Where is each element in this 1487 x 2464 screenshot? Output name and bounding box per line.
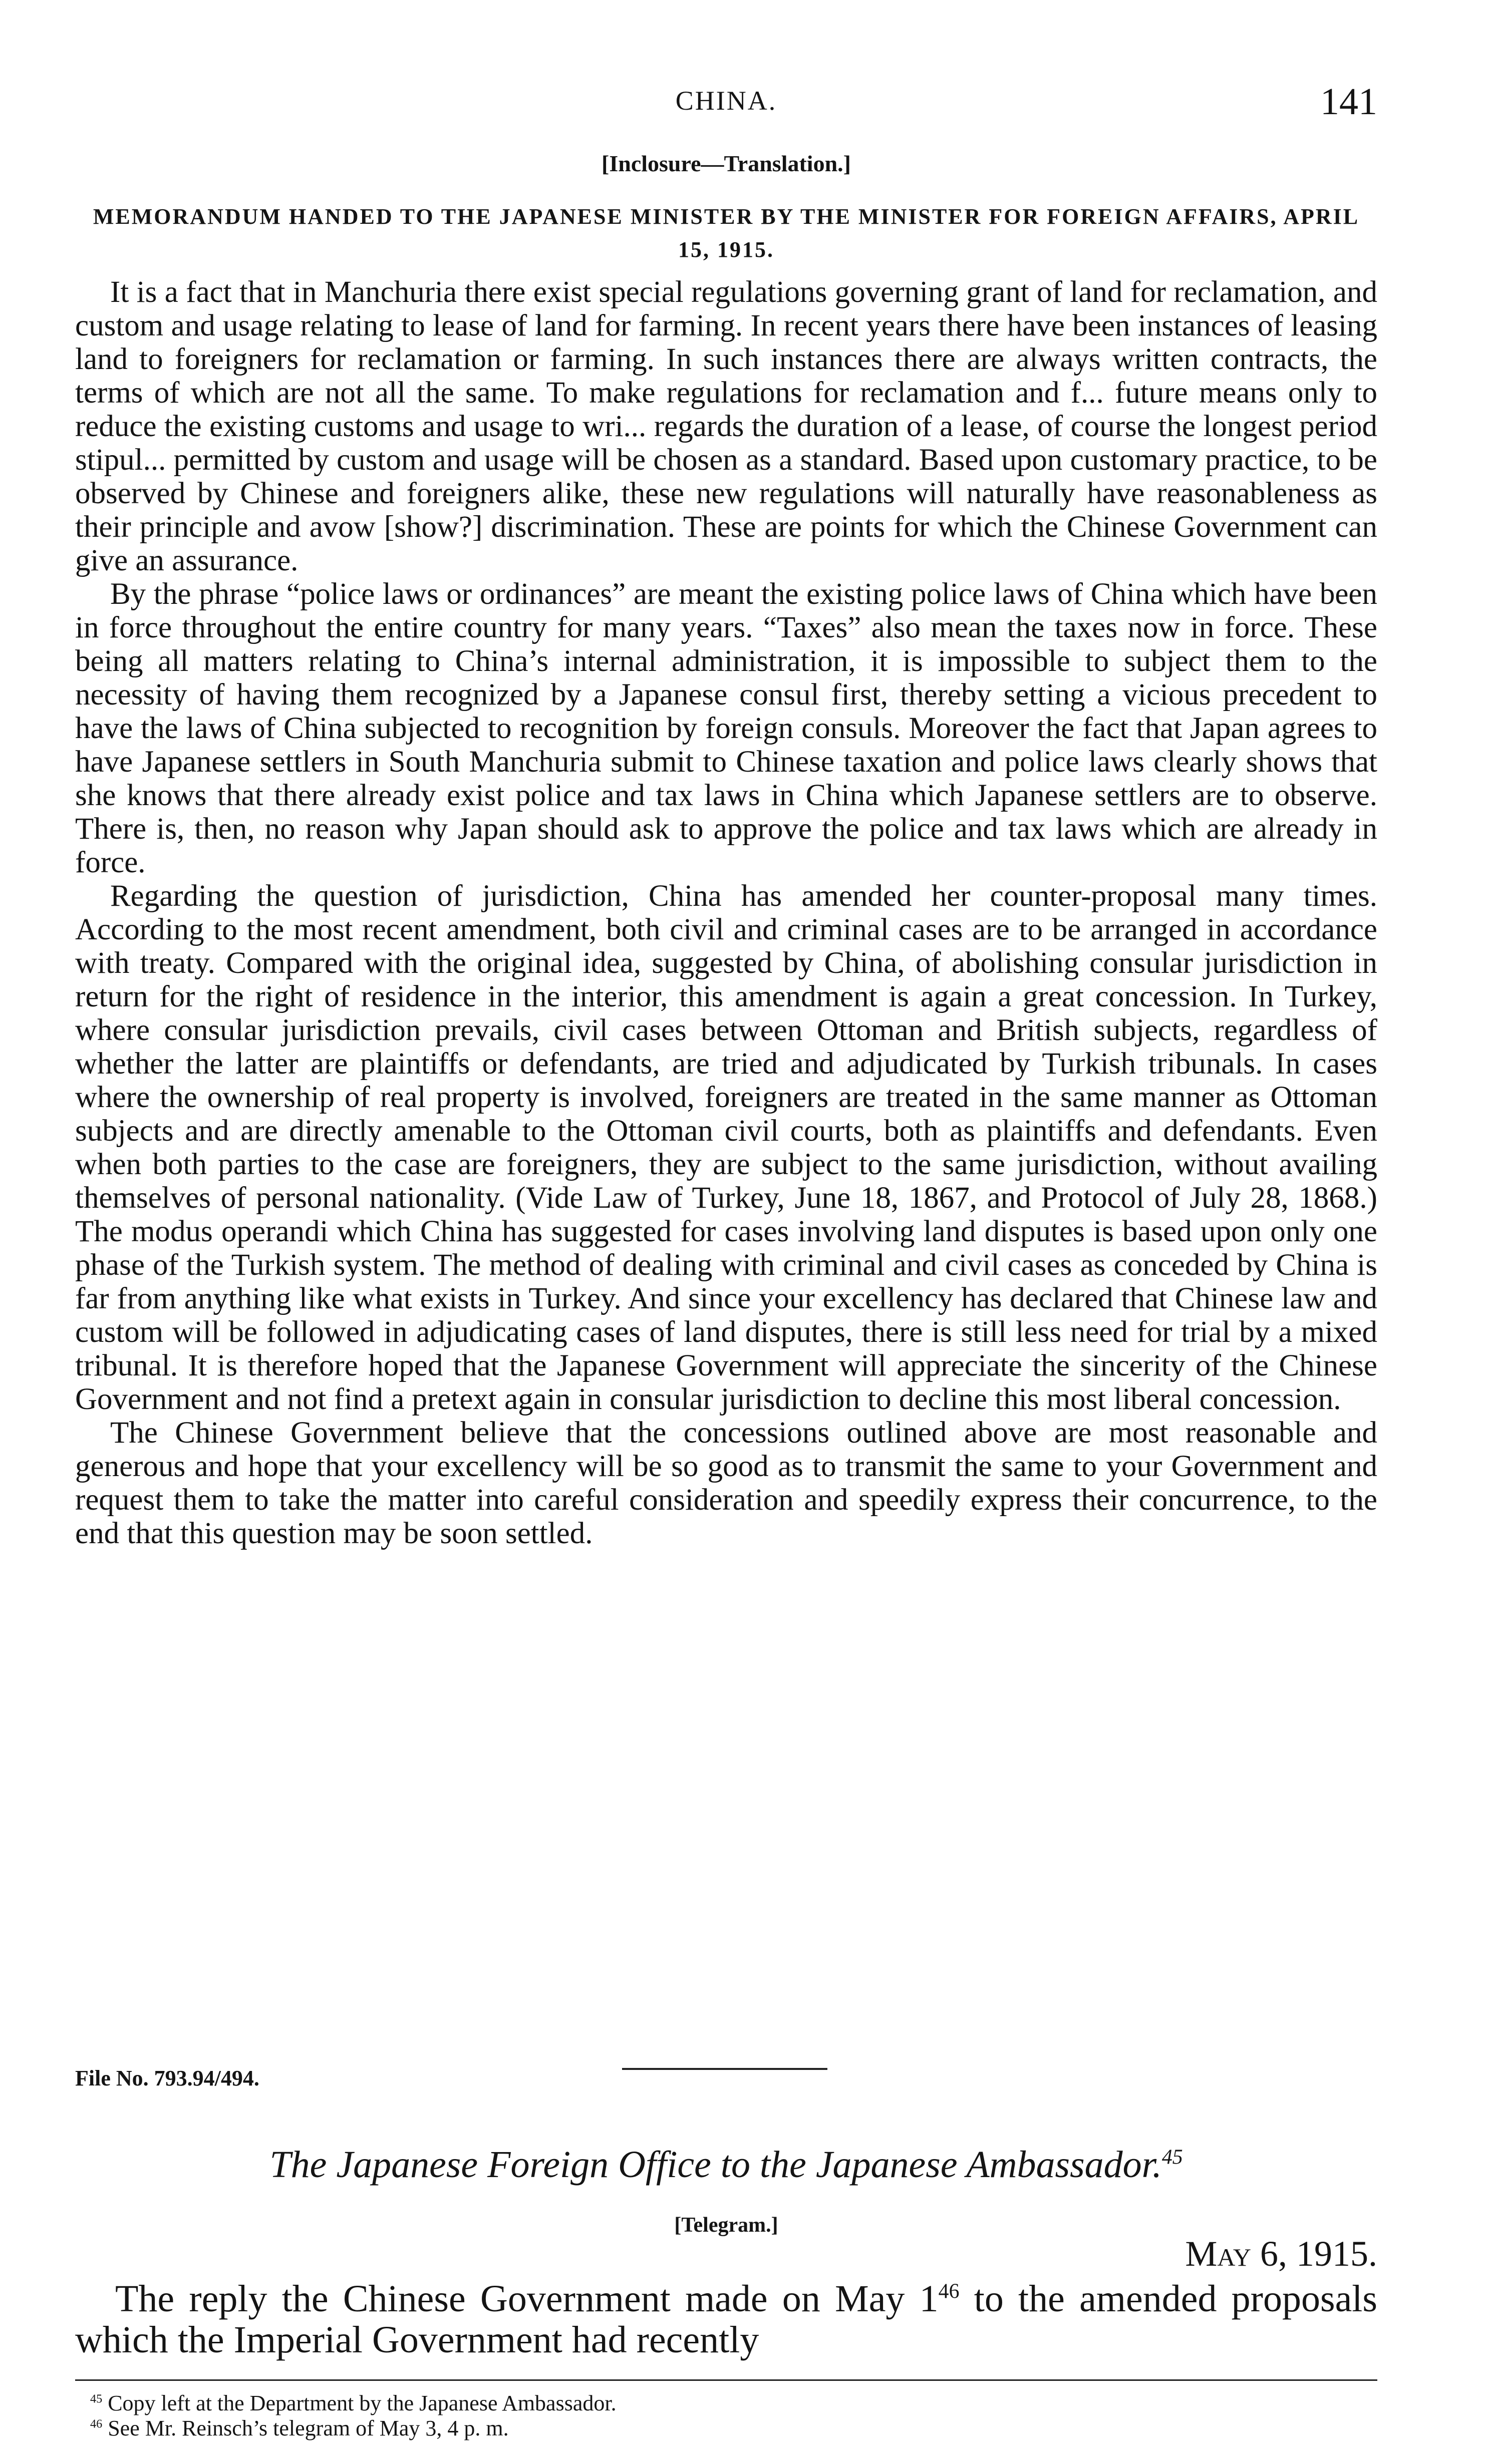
telegram-paragraph (75, 2278, 1377, 2360)
memorandum-paragraph: By the phrase “police laws or ordinances” are meant the existing police laws of China which have been in force throughout the entire country for many years. “Taxes” also mean the taxes now in force. These being all matters relating to China’s internal administration, it is impossible to subject them to the necessity of having them recognized by a Japanese consul first, thereby setting a vicious precedent to have the laws of China subjected to recognition by foreign consuls. Moreover the fact that Japan agrees to have Japanese settlers in South Manchuria submit to Chinese taxation and police laws clearly shows that she knows that there already exist police and tax laws in China which Japanese settlers are to observe. There is, then, no reason why Japan should ask to approve the police and tax laws which are already in force. (75, 577, 1377, 879)
footnote-text: See Mr. Reinsch’s telegram of May 3, 4 p. m. (108, 2416, 509, 2440)
footnote-ref: 45 (1161, 2146, 1183, 2169)
memorandum-paragraph: It is a fact that in Manchuria there exist special regulations governing grant of land for reclamation, and custom and usage relating to lease of land for farming. In recent years there have been instances of leasing land to foreigners for reclamation or farming. In such instances there are always written contracts, the terms of which are not all the same. To make regulations for reclamation and f... future means only to reduce the existing customs and usage to wri... regards the duration of a lease, of course the longest period stipul... permitted by custom and usage will be chosen as a standard. Based upon customary practice, to be observed by Chinese and foreigners alike, these new regulations will naturally have reasonableness as their principle and avow [show?] discrimination. These are points for which the Chinese Government can give an assurance. (75, 275, 1377, 577)
document-title-text: The Japanese Foreign Office to the Japanese Ambassador. (269, 2144, 1162, 2186)
document-title (75, 2143, 1377, 2187)
footnote-rule (75, 2379, 1377, 2381)
footnote-ref: 46 (938, 2280, 960, 2303)
memorandum-heading: MEMORANDUM HANDED TO THE JAPANESE MINISTER BY THE MINISTER FOR FOREIGN AFFAIRS, APRIL 15, 1915. (93, 204, 1360, 262)
document-type-label: [Telegram.] (674, 2214, 778, 2237)
footnote (90, 2391, 1377, 2416)
footnote-marker: 46 (90, 2417, 103, 2431)
footnote-text: Copy left at the Department by the Japanese Ambassador. (108, 2391, 617, 2415)
telegram-text-start: The reply the Chinese Government made on May 1 (115, 2278, 939, 2320)
memorandum-paragraph: The Chinese Government believe that the concessions outlined above are most reasonable and generous and hope that your excellency will be so good as to transmit the same to your Government and request them to take the matter into careful consideration and speedily express their concurrence, to the end that this question may be soon settled. (75, 1416, 1377, 1550)
file-number: File No. 793.94/494. (75, 2066, 259, 2090)
dateline: May 6, 1915. (1185, 2234, 1377, 2274)
running-header (75, 80, 1377, 125)
section-divider (622, 2068, 827, 2070)
footnotes (90, 2391, 1377, 2441)
memorandum-body (75, 275, 1377, 1550)
running-title: CHINA. (675, 86, 777, 116)
memorandum-paragraph: Regarding the question of jurisdiction, China has amended her counter-proposal many times. According to the most recent amendment, both civil and criminal cases are to be arranged in accordance with treaty. Compared with the original idea, suggested by China, of abolishing consular jurisdiction in return for the right of residence in the interior, this amendment is again a great concession. In Turkey, where consular jurisdiction prevails, civil cases between Ottoman and British subjects, regardless of whether the latter are plaintiffs or defendants, are tried and adjudicated by Turkish tribunals. In cases where the ownership of real property is involved, foreigners are treated in the same manner as Ottoman subjects and are directly amenable to the Ottoman civil courts, both as plaintiffs and defendants. Even when both parties to the case are foreigners, they are subject to the same jurisdiction, without availing themselves of personal nationality. (Vide Law of Turkey, June 18, 1867, and Protocol of July 28, 1868.) The modus operandi which China has suggested for cases involving land disputes is based upon only one phase of the Turkish system. The method of dealing with criminal and civil cases as conceded by China is far from anything like what exists in Turkey. And since your excellency has declared that Chinese law and custom will be followed in adjudicating cases of land disputes, there is still less need for trial by a mixed tribunal. It is therefore hoped that the Japanese Government will appreciate the sincerity of the Chinese Government and not find a pretext again in consular jurisdiction to decline this most liberal concession. (75, 879, 1377, 1416)
telegram-text-end: to the amended proposals which the Imperial Government had recently (75, 2278, 1377, 2361)
footnote (90, 2416, 1377, 2441)
document-page (75, 60, 1377, 2440)
enclosure-label: [Inclosure—Translation.] (602, 151, 851, 176)
footnote-marker: 45 (90, 2392, 103, 2406)
page-number: 141 (1320, 81, 1377, 123)
telegram-body (75, 2278, 1377, 2360)
